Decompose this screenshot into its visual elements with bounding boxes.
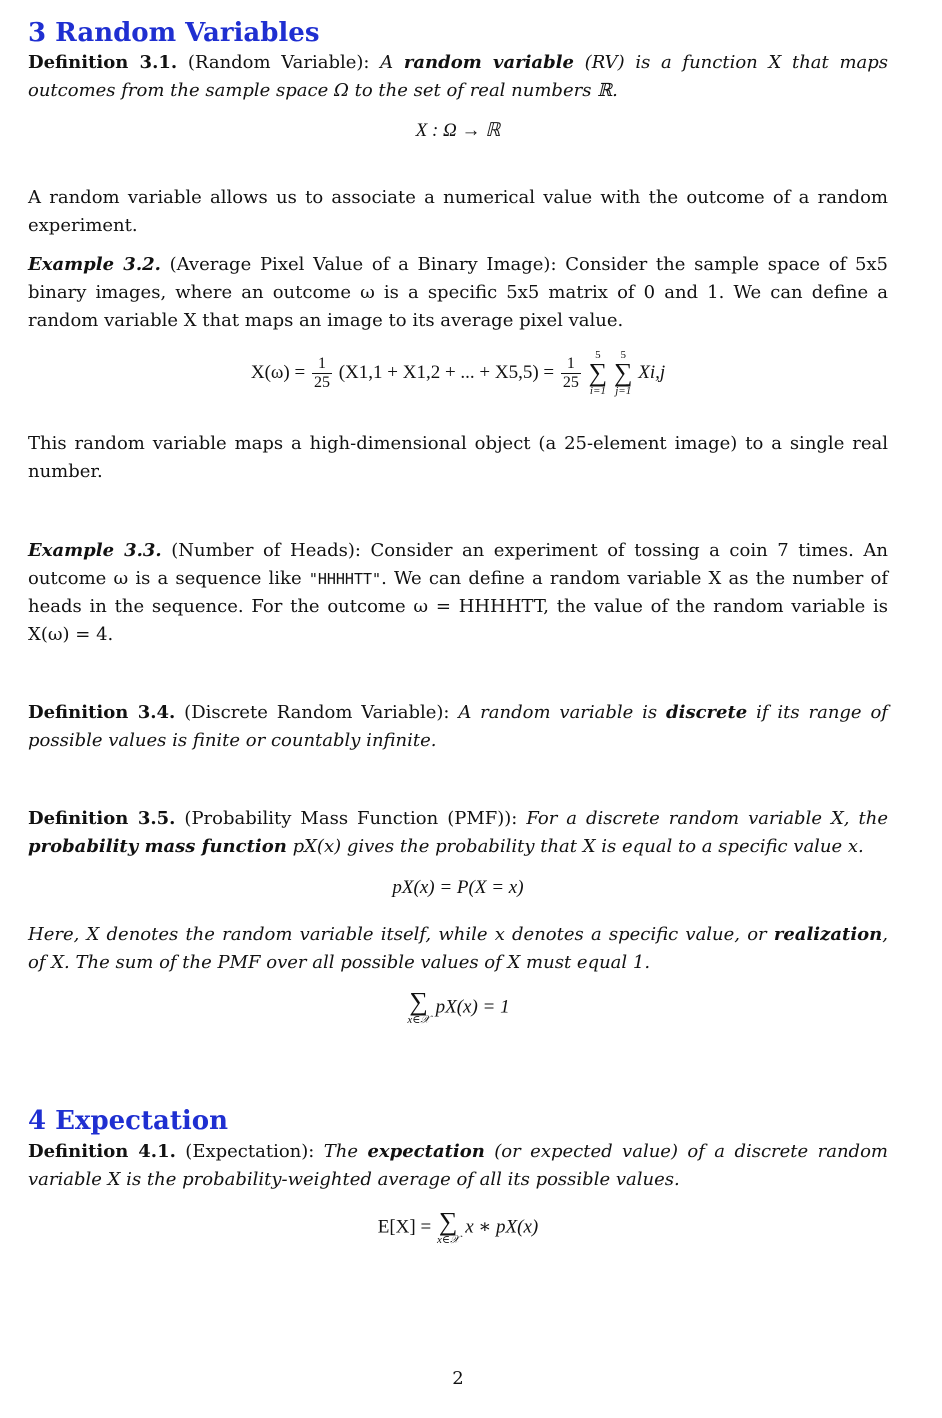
sigma-icon: ∑ (613, 358, 633, 387)
def-4-1-text-b: (or expected value) of a discrete random variable X is the probability-weighted average of all its possible values. (28, 1141, 888, 1190)
sigma-icon: ∑ (438, 1207, 458, 1236)
def-4-1-term: expectation (367, 1141, 485, 1162)
def-3-5-text-b: pX(x) gives the probability that X is equal to a specific value x. (292, 836, 864, 857)
pmf-note-term: realization (773, 924, 883, 945)
equation-average-pixel (28, 350, 888, 397)
pmf-sum-formula: pX(x) = 1 (435, 996, 510, 1018)
rv-mapping-formula: X : Ω → ℝ (415, 120, 501, 141)
example-3-3 (28, 537, 888, 649)
def-3-5-label: Definition 3.5. (28, 808, 176, 829)
ex-3-2-label: Example 3.2. (28, 254, 161, 275)
definition-3-4 (28, 699, 888, 755)
sum-i-upper: 5 (595, 349, 601, 361)
definition-3-5 (28, 805, 888, 861)
sum-j-upper: 5 (620, 349, 626, 361)
section-4-heading: 4 Expectation (28, 1106, 229, 1136)
pmf-formula: pX(x) = P(X = x) (392, 877, 524, 898)
sigma-icon: ∑ (409, 987, 428, 1016)
def-3-5-text-a: For a discrete random variable X, the (526, 808, 888, 829)
ex-3-3-code: "HHHHTT" (308, 570, 382, 588)
equation-pmf-sum (28, 987, 888, 1026)
avg-middle: (X1,1 + X1,2 + ... + X5,5) = (338, 361, 555, 383)
pmf-sum (407, 987, 430, 1026)
sum-over-j (614, 350, 633, 397)
equation-pmf (28, 873, 888, 903)
def-3-1-text-b: (RV) is a function X that maps outcomes from the sample space Ω to the set of real numbers ℝ. (28, 52, 889, 101)
section-3-heading: 3 Random Variables (28, 18, 320, 48)
paragraph-example-3-2-note: This random variable maps a high-dimensional object (a 25-element image) to a single real number. (28, 433, 888, 482)
def-3-4-name: (Discrete Random Variable): (184, 702, 450, 723)
def-3-4-label: Definition 3.4. (28, 702, 176, 723)
definition-3-1 (28, 49, 888, 105)
def-3-1-term: random variable (403, 52, 574, 73)
def-3-4-text-b: if its range of possible values is finite or countably infinite. (28, 702, 888, 751)
fraction-1-over-25-b (561, 355, 581, 392)
ex-3-3-text-a: (Number of Heads): Consider an experiment of tossing a coin 7 times. An outcome ω is a sequence like (28, 540, 888, 589)
def-3-4-text-a: A random variable is (458, 702, 658, 723)
sigma-icon: ∑ (588, 358, 608, 387)
ex-3-3-label: Example 3.3. (28, 540, 162, 561)
def-3-1-text-a: A (380, 52, 394, 73)
avg-lhs: X(ω) = (250, 361, 306, 383)
expectation-rhs: x ∗ pX(x) (465, 1216, 539, 1238)
sum-j-lower: j=1 (615, 385, 632, 397)
frac-num-b: 1 (561, 355, 581, 374)
ex-3-2-text: (Average Pixel Value of a Binary Image): Consider the sample space of 5x5 binary images, where an outcome ω is a specific 5x5 matrix of 0 and 1. We can define a random variable X that maps an image to its average pixel value. (28, 254, 888, 331)
frac-den-b: 25 (562, 374, 579, 391)
pmf-sum-lower: x∈𝒳 (407, 1014, 430, 1026)
equation-expectation (28, 1207, 888, 1246)
expectation-lhs: E[X] = (377, 1216, 432, 1238)
def-4-1-name: (Expectation): (185, 1141, 315, 1162)
ex-3-3-text-b: . We can define a random variable X as the number of heads in the sequence. For the outcome ω = HHHHTT, the value of the random variable is X(ω) = 4. (28, 568, 888, 645)
equation-rv-mapping (28, 116, 888, 146)
def-3-4-term: discrete (666, 702, 748, 723)
pmf-note-a: Here, X denotes the random variable itself, while x denotes a specific value, or (28, 924, 767, 945)
paragraph-pmf-note (28, 921, 888, 977)
pmf-note-b: , of X. The sum of the PMF over all possible values of X must equal 1. (28, 924, 888, 973)
frac-num: 1 (312, 355, 332, 374)
expectation-sum (436, 1207, 460, 1246)
def-3-5-name: (Probability Mass Function (PMF)): (184, 808, 518, 829)
expectation-sum-lower: x∈𝒳 (436, 1234, 460, 1246)
def-4-1-label: Definition 4.1. (28, 1141, 176, 1162)
example-3-2 (28, 251, 888, 335)
fraction-1-over-25 (312, 355, 332, 392)
page-number: 2 (452, 1368, 464, 1389)
def-3-1-name: (Random Variable): (187, 52, 370, 73)
def-3-1-label: Definition 3.1. (28, 52, 178, 73)
sum-over-i (589, 350, 608, 397)
def-4-1-text-a: The (323, 1141, 359, 1162)
paragraph-rv-intro: A random variable allows us to associate a numerical value with the outcome of a random experiment. (28, 187, 888, 236)
frac-den: 25 (313, 374, 330, 391)
def-3-5-term: probability mass function (28, 836, 287, 857)
definition-4-1 (28, 1138, 888, 1194)
sum-i-lower: i=1 (589, 385, 606, 397)
avg-rhs: Xi,j (638, 361, 666, 383)
